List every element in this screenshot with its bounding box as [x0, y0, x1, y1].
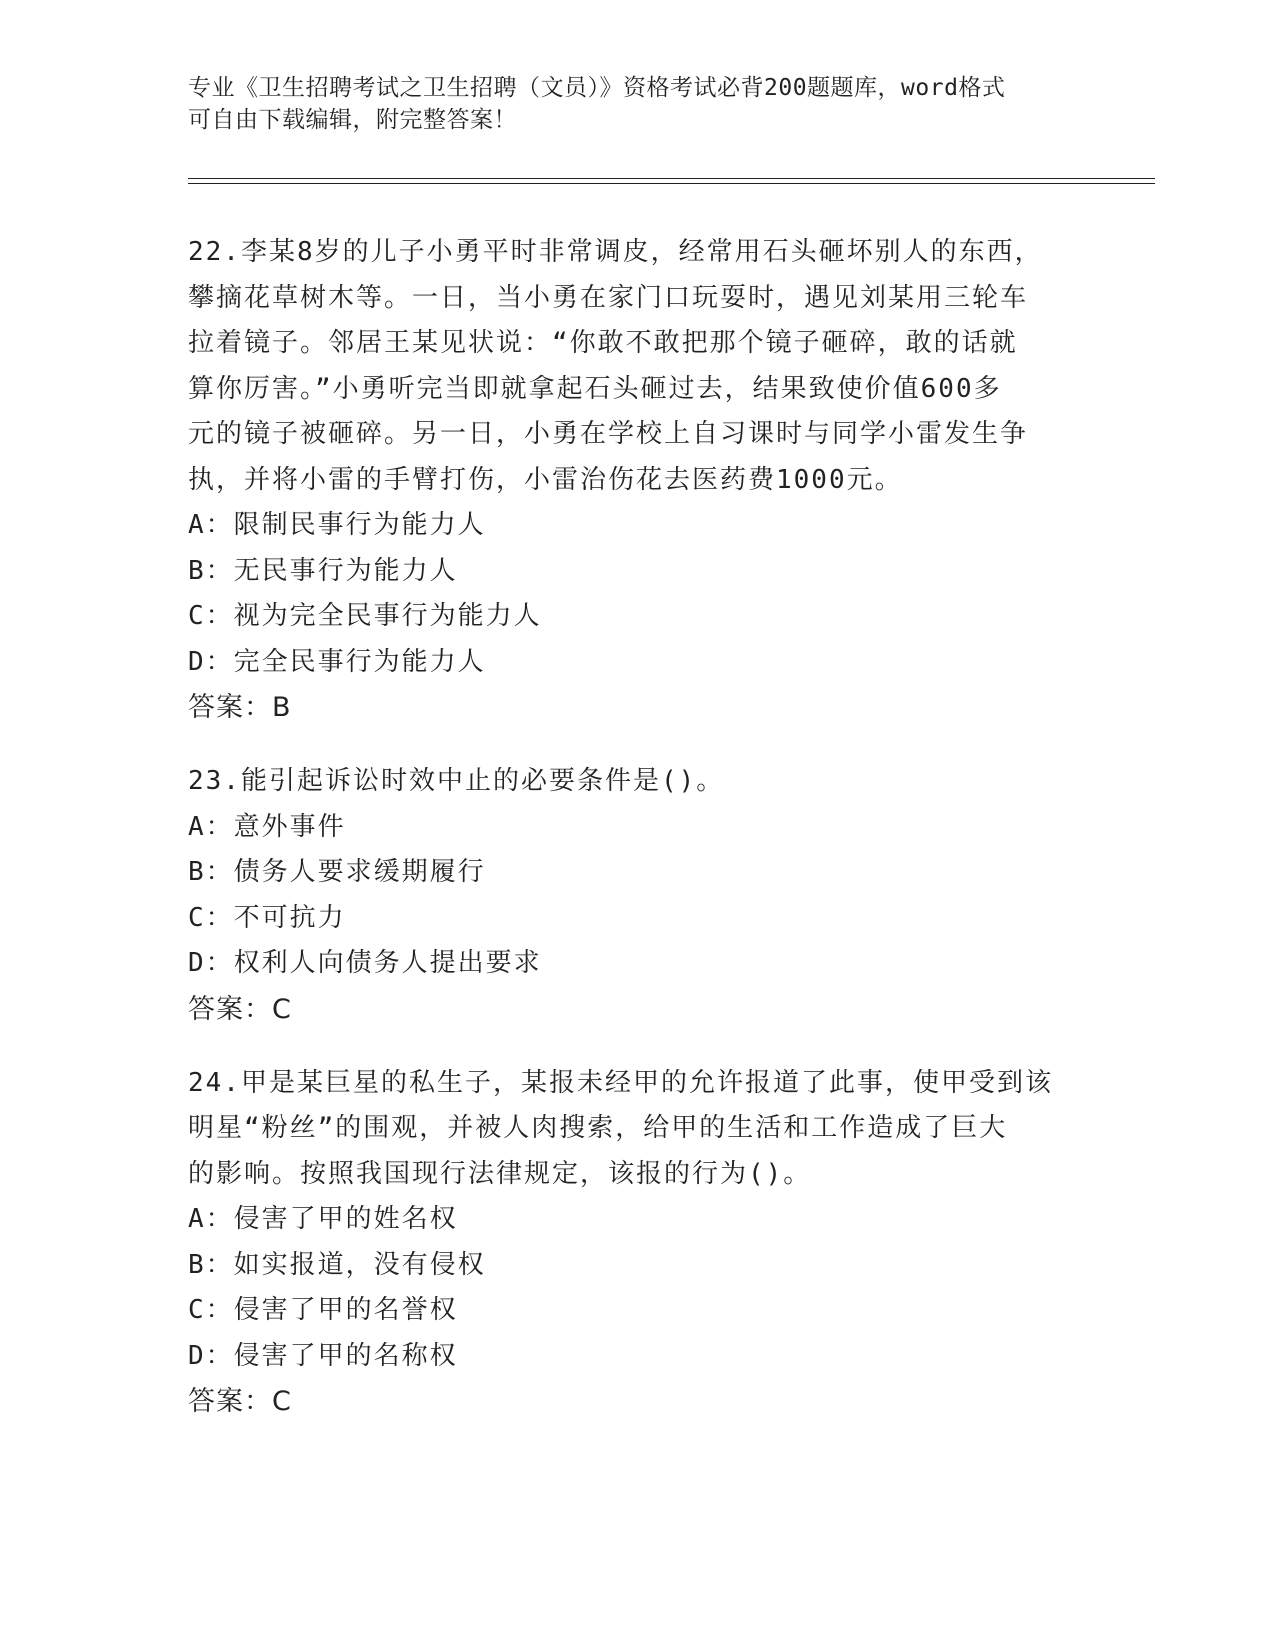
question-text-line: 攀摘花草树木等。一日，当小勇在家门口玩耍时，遇见刘某用三轮车: [188, 282, 1029, 313]
option-a: A：限制民事行为能力人: [188, 510, 486, 540]
question-text-line: 元的镜子被砸碎。另一日，小勇在学校上自习课时与同学小雷发生争: [188, 419, 1029, 449]
question-text-line: 拉着镜子。邻居王某见状说：“你敢不敢把那个镜子砸碎，敢的话就: [188, 328, 1018, 358]
option-a: A：侵害了甲的姓名权: [188, 1204, 458, 1234]
question-23: [188, 759, 1108, 1033]
answer-line: 答案：C: [188, 993, 292, 1025]
option-c: C：不可抗力: [188, 902, 346, 933]
header-line-1: 专业《卫生招聘考试之卫生招聘（文员）》资格考试必背200题题库，word格式: [188, 75, 1006, 101]
header-divider-bottom: [188, 183, 1155, 184]
question-list: [188, 230, 1108, 1453]
question-text-line: 23.能引起诉讼时效中止的必要条件是()。: [188, 766, 725, 796]
option-d: D：完全民事行为能力人: [188, 646, 486, 677]
question-text-line: 24.甲是某巨星的私生子，某报未经甲的允许报道了此事，使甲受到该: [188, 1067, 1053, 1098]
question-text-line: 的影响。按照我国现行法律规定，该报的行为()。: [188, 1158, 812, 1189]
answer-line: 答案：C: [188, 1386, 292, 1417]
document-header: [188, 72, 1068, 136]
question-text-line: 算你厉害。”小勇听完当即就拿起石头砸过去，结果致使价值600多: [188, 373, 1002, 404]
option-a: A：意外事件: [188, 811, 346, 842]
option-d: D：侵害了甲的名称权: [188, 1340, 458, 1371]
option-b: B：债务人要求缓期履行: [188, 857, 486, 887]
question-text-line: 22.李某8岁的儿子小勇平时非常调皮，经常用石头砸坏别人的东西，: [188, 237, 1043, 267]
option-d: D：权利人向债务人提出要求: [188, 948, 542, 978]
question-text-line: 明星“粉丝”的围观，并被人肉搜索，给甲的生活和工作造成了巨大: [188, 1113, 1008, 1143]
header-divider-top: [188, 178, 1155, 179]
answer-line: 答案：B: [188, 692, 292, 723]
question-text-line: 执，并将小雷的手臂打伤，小雷治伤花去医药费1000元。: [188, 464, 903, 495]
option-c: C：侵害了甲的名誉权: [188, 1295, 458, 1325]
question-24: [188, 1061, 1108, 1426]
option-c: C：视为完全民事行为能力人: [188, 601, 542, 631]
option-b: B：无民事行为能力人: [188, 555, 458, 586]
header-line-2: 可自由下载编辑，附完整答案！: [188, 107, 517, 133]
option-b: B：如实报道，没有侵权: [188, 1249, 486, 1280]
question-22: [188, 230, 1108, 731]
